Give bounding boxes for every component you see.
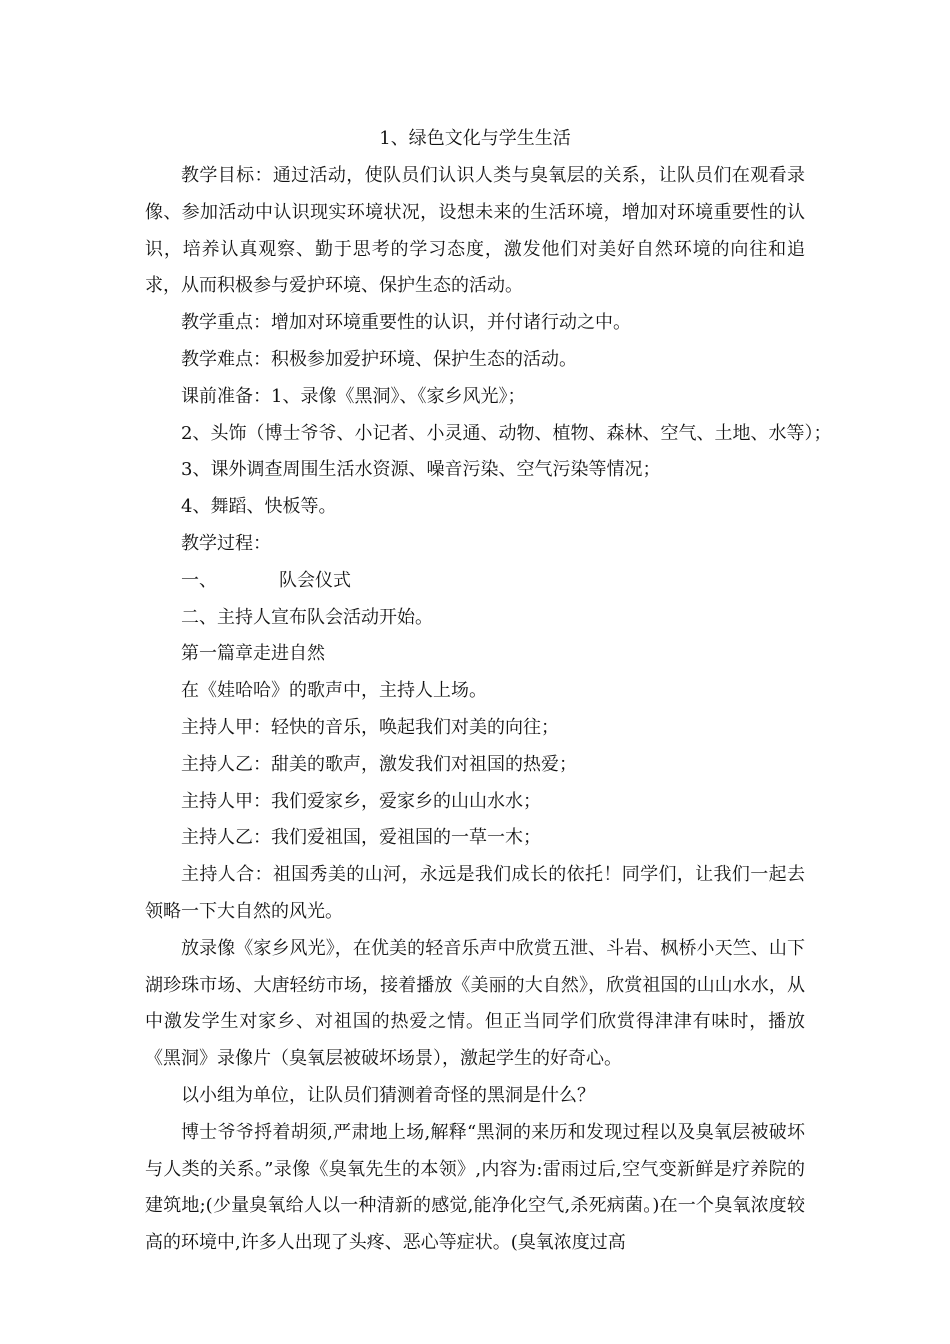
section-one-title: 队会仪式 — [279, 569, 351, 591]
document-body — [145, 158, 832, 1262]
paragraph-section-two: 二、主持人宣布队会活动开始。 — [181, 606, 433, 628]
paragraph-prep-item-2: 2、头饰（博士爷爷、小记者、小灵通、动物、植物、森林、空气、土地、水等）； — [181, 422, 832, 444]
paragraph-preparation: 课前准备：1、录像《黑洞》、《家乡风光》； — [181, 385, 526, 407]
paragraph-doctor-explains: 博士爷爷捋着胡须,严肃地上场,解释“黑洞的来历和发现过程以及臭氧层被破坏与人类的关系。”录像《臭氧先生的本领》,内容为:雷雨过后,空气变新鲜是疗养院的建筑地;(少量臭氧给人以一种清新的感觉,能净化空气,杀死病菌。)在一个臭氧浓度较高的环境中,许多人出现了头疼、恶心等症状。(臭氧浓度过高 — [145, 1121, 805, 1254]
paragraph-host-b-1: 主持人乙：甜美的歌声，激发我们对祖国的热爱； — [181, 753, 577, 775]
paragraph-difficulty: 教学难点：积极参加爱护环境、保护生态的活动。 — [181, 348, 577, 370]
paragraph-host-b-2: 主持人乙：我们爱祖国，爱祖国的一草一木； — [181, 827, 541, 849]
paragraph-group-guess: 以小组为单位，让队员们猜测着奇怪的黑洞是什么？ — [181, 1084, 595, 1106]
paragraph-chapter-one: 第一篇章走进自然 — [181, 643, 325, 665]
paragraph-prep-item-4: 4、舞蹈、快板等。 — [181, 496, 337, 518]
paragraph-host-enter: 在《娃哈哈》的歌声中，主持人上场。 — [181, 680, 487, 702]
paragraph-host-a-2: 主持人甲：我们爱家乡，爱家乡的山山水水； — [181, 790, 541, 812]
paragraph-video-scenery: 放录像《家乡风光》，在优美的轻音乐声中欣赏五泄、斗岩、枫桥小天竺、山下湖珍珠市场、大唐轻纺市场，接着播放《美丽的大自然》，欣赏祖国的山山水水，从中激发学生对家乡、对祖国的热爱之情。但正当同学们欣赏得津津有味时，播放《黑洞》录像片（臭氧层被破坏场景），激起学生的好奇心。 — [145, 937, 805, 1070]
section-one-number: 一、 — [181, 569, 217, 591]
paragraph-process-heading: 教学过程： — [181, 532, 271, 554]
paragraph-section-one — [145, 563, 805, 600]
paragraph-host-together: 主持人合：祖国秀美的山河，永远是我们成长的依托！同学们，让我们一起去领略一下大自然的风光。 — [145, 864, 805, 922]
paragraph-host-a-1: 主持人甲：轻快的音乐，唤起我们对美的向往； — [181, 716, 559, 738]
document-title: 1、绿色文化与学生生活 — [379, 128, 571, 149]
paragraph-prep-item-3: 3、课外调查周围生活水资源、噪音污染、空气污染等情况； — [181, 459, 661, 481]
paragraph-teaching-goal: 教学目标：通过活动，使队员们认识人类与臭氧层的关系，让队员们在观看录像、参加活动中认识现实环境状况，设想未来的生活环境，增加对环境重要性的认识，培养认真观察、勤于思考的学习态度，激发他们对美好自然环境的向往和追求，从而积极参与爱护环境、保护生态的活动。 — [145, 165, 805, 297]
paragraph-key-point: 教学重点：增加对环境重要性的认识，并付诸行动之中。 — [181, 312, 631, 334]
